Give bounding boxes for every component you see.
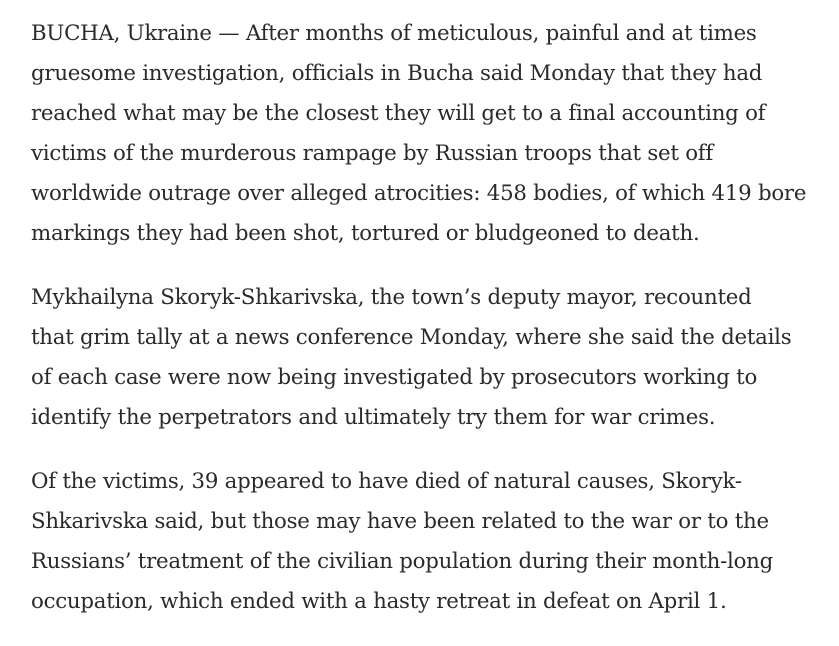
paragraph-line: Russians’ treatment of the civilian population during their month-long <box>31 549 774 574</box>
paragraph-line: occupation, which ended with a hasty retreat in defeat on April 1. <box>31 589 727 614</box>
paragraph-line: Shkarivska said, but those may have been related to the war or to the <box>31 509 769 534</box>
paragraph-line: gruesome investigation, officials in Bucha said Monday that they had <box>31 61 763 86</box>
article-paragraph-3 <box>31 462 831 622</box>
paragraph-line: Of the victims, 39 appeared to have died of natural causes, Skoryk- <box>31 469 742 494</box>
paragraph-line: reached what may be the closest they will get to a final accounting of <box>31 101 766 126</box>
article-body <box>31 14 831 646</box>
paragraph-line: BUCHA, Ukraine — After months of meticulous, painful and at times <box>31 21 757 46</box>
paragraph-line: Mykhailyna Skoryk-Shkarivska, the town’s deputy mayor, recounted <box>31 285 752 310</box>
article-paragraph-1 <box>31 14 831 254</box>
paragraph-line: worldwide outrage over alleged atrocities: 458 bodies, of which 419 bore <box>31 181 807 206</box>
paragraph-line: of each case were now being investigated by prosecutors working to <box>31 365 758 390</box>
paragraph-line: victims of the murderous rampage by Russian troops that set off <box>31 141 714 166</box>
paragraph-line: markings they had been shot, tortured or bludgeoned to death. <box>31 221 700 246</box>
paragraph-line: that grim tally at a news conference Monday, where she said the details <box>31 325 792 350</box>
article-paragraph-2 <box>31 278 831 438</box>
paragraph-line: identify the perpetrators and ultimately try them for war crimes. <box>31 405 716 430</box>
